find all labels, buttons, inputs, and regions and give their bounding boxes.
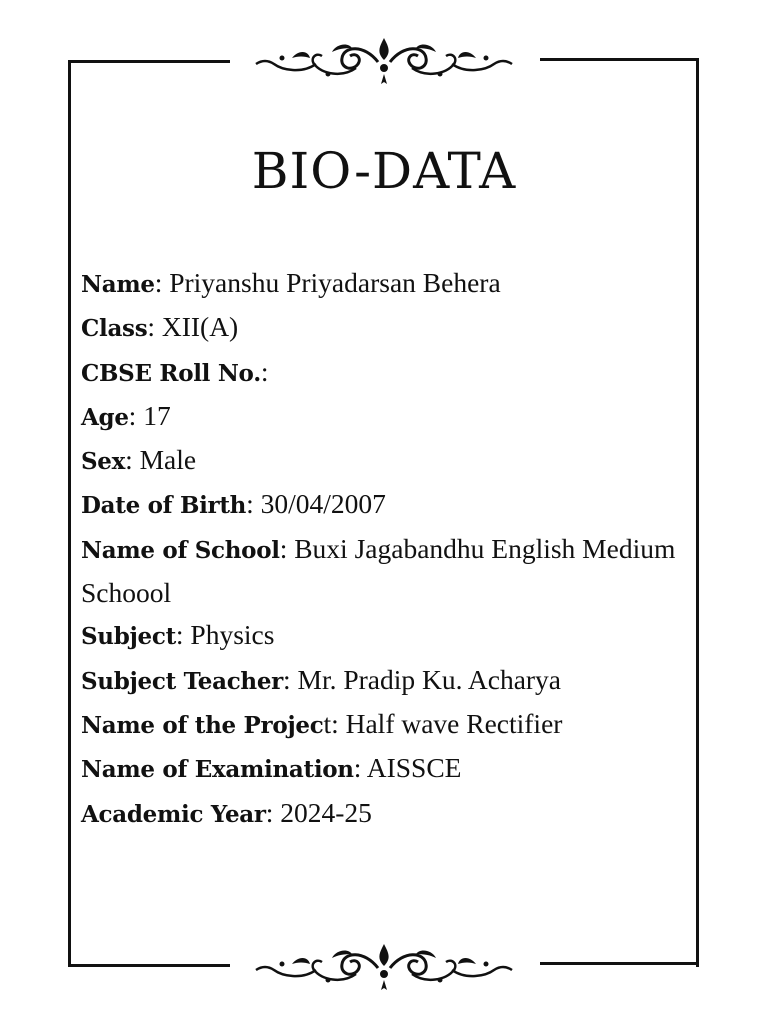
- frame-top-left-border: [68, 60, 230, 63]
- field-date-of-birth: [81, 483, 691, 527]
- field-roll-no: [81, 351, 691, 395]
- field-separator: :: [128, 399, 144, 431]
- field-value: Physics: [190, 619, 275, 651]
- field-value: Buxi Jagabandhu English Medium Schoool: [81, 532, 676, 609]
- field-separator: :: [175, 619, 191, 651]
- field-label: Sex: [81, 448, 126, 476]
- field-label: Subject: [81, 623, 176, 651]
- field-label: CBSE Roll No.: [81, 359, 261, 387]
- field-value: Half wave Rectifier: [345, 707, 563, 739]
- page-title: BIO-DATA: [251, 142, 517, 200]
- field-separator: :: [265, 796, 281, 828]
- field-separator: :: [353, 752, 367, 784]
- flourish-ornament-icon: [252, 34, 516, 86]
- field-project: [81, 703, 691, 747]
- frame-bottom-left-border: [68, 964, 230, 967]
- field-value: AISSCE: [366, 752, 462, 784]
- field-separator: t:: [323, 707, 346, 739]
- field-label: Class: [81, 315, 148, 343]
- field-separator: :: [246, 488, 261, 520]
- field-value: Mr. Pradip Ku. Acharya: [297, 663, 562, 695]
- field-label: Name of Examination: [81, 756, 354, 784]
- field-label: Name: [81, 271, 155, 298]
- field-separator: :: [147, 311, 162, 343]
- field-separator: :: [279, 532, 295, 564]
- field-value: 30/04/2007: [260, 488, 386, 520]
- field-label: Name of the Projec: [81, 711, 324, 739]
- field-class: [81, 306, 691, 350]
- field-value: Male: [139, 444, 197, 476]
- field-value: 2024-25: [280, 796, 372, 828]
- field-examination: [81, 747, 691, 791]
- field-label: Date of Birth: [81, 492, 247, 520]
- field-label: Academic Year: [81, 800, 266, 828]
- field-subject-teacher: [81, 659, 691, 703]
- frame-top-right-border: [540, 58, 699, 61]
- field-value: XII(A): [161, 311, 239, 343]
- field-separator: :: [260, 355, 269, 387]
- flourish-ornament-icon: [252, 940, 516, 992]
- field-label: Subject Teacher: [81, 667, 283, 695]
- biodata-fields: [81, 262, 691, 836]
- field-subject: [81, 614, 691, 658]
- field-value: Priyanshu Priyadarsan Behera: [169, 267, 501, 298]
- field-label: Name of School: [81, 536, 280, 564]
- field-value: 17: [143, 399, 171, 431]
- field-label: Age: [81, 403, 129, 431]
- field-sex: [81, 439, 691, 483]
- field-separator: :: [283, 663, 298, 695]
- field-academic-year: [81, 792, 691, 836]
- frame-bottom-right-border: [540, 962, 699, 965]
- field-separator: :: [154, 267, 170, 298]
- field-separator: :: [125, 444, 140, 476]
- field-school: [81, 528, 691, 615]
- field-name: [81, 262, 691, 306]
- field-age: [81, 395, 691, 439]
